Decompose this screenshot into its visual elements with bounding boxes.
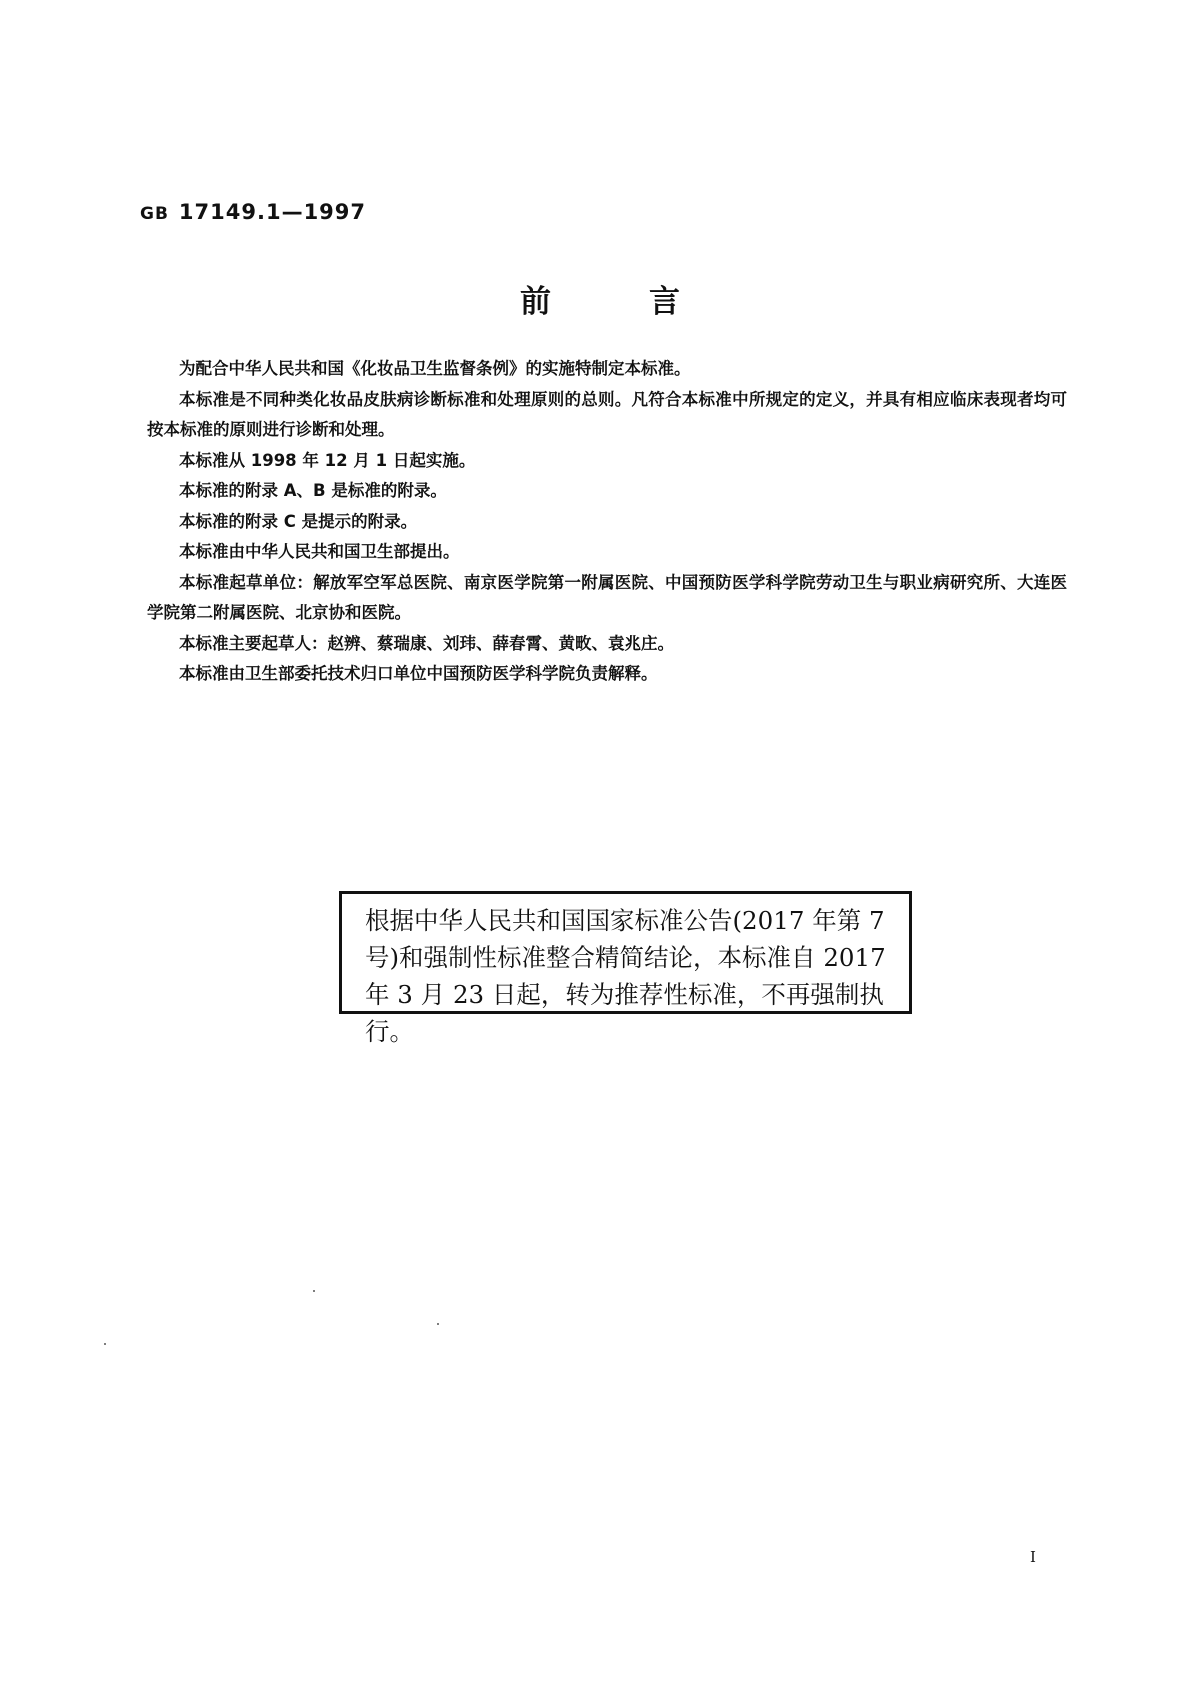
standard-number: 17149.1—1997 xyxy=(178,200,367,224)
foreword-paragraph: 本标准的附录 A、B 是标准的附录。 xyxy=(179,481,447,500)
foreword-paragraph: 本标准主要起草人：赵辨、蔡瑞康、刘玮、薛春霄、黄畋、袁兆庄。 xyxy=(179,633,674,653)
foreword-paragraph: 本标准是不同种类化妆品皮肤病诊断标准和处理原则的总则。凡符合本标准中所规定的定义，并具有相应临床表现者均可按本标准的原则进行诊断和处理。 xyxy=(147,389,1067,439)
foreword-paragraph: 为配合中华人民共和国《化妆品卫生监督条例》的实施特制定本标准。 xyxy=(179,359,691,378)
foreword-paragraph: 本标准由卫生部委托技术归口单位中国预防医学科学院负责解释。 xyxy=(179,664,658,683)
notice-box xyxy=(339,891,912,1046)
foreword-paragraph: 本标准由中华人民共和国卫生部提出。 xyxy=(179,542,460,561)
foreword-paragraph: 本标准起草单位：解放军空军总医院、南京医学院第一附属医院、中国预防医学科学院劳动卫生与职业病研究所、大连医学院第二附属医院、北京协和医院。 xyxy=(147,572,1067,622)
notice-text: 根据中华人民共和国国家标准公告(2017 年第 7 号)和强制性标准整合精简结论，本标准自 2017 年 3 月 23 日起，转为推荐性标准，不再强制执行。 xyxy=(365,906,886,1046)
standard-code xyxy=(140,200,366,224)
foreword-paragraph: 本标准的附录 C 是提示的附录。 xyxy=(179,511,418,531)
scan-speck xyxy=(437,1323,439,1325)
foreword-paragraph: 本标准从 1998 年 12 月 1 日起实施。 xyxy=(179,450,476,470)
foreword-title: 前言 xyxy=(520,284,778,320)
foreword-body xyxy=(147,354,1067,690)
page-number: I xyxy=(1030,1548,1036,1566)
scan-speck xyxy=(313,1290,315,1292)
scan-speck xyxy=(104,1343,106,1345)
standard-prefix: GB xyxy=(140,204,169,224)
